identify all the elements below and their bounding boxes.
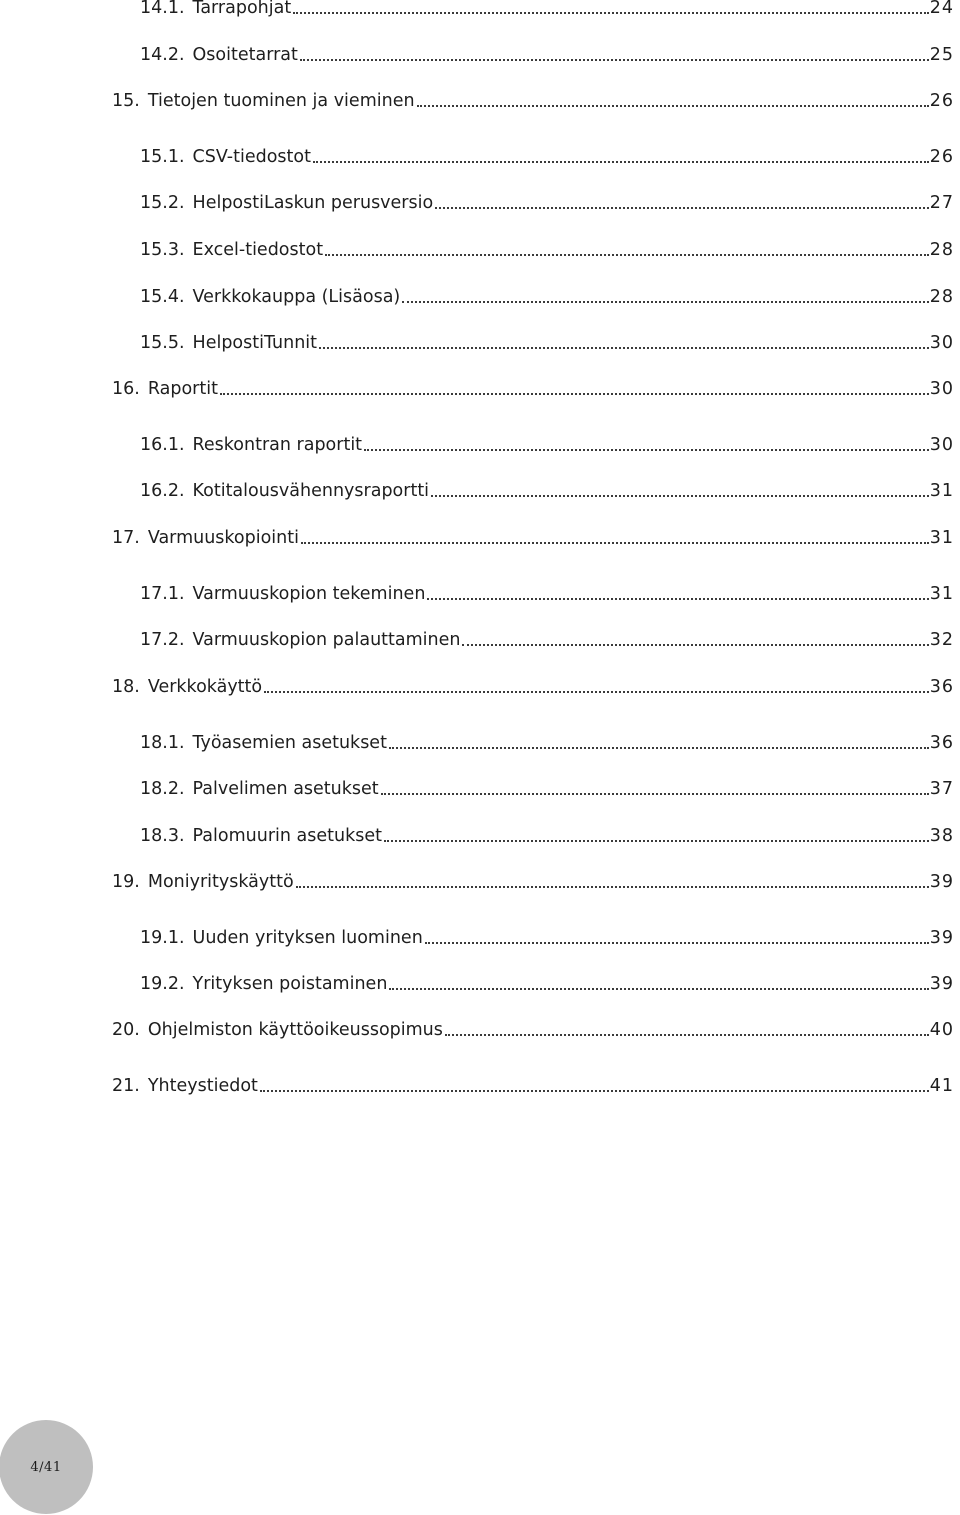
toc-entry-20[interactable] (112, 1017, 954, 1043)
page-number-label: 4/41 (30, 1459, 62, 1475)
toc-entry-title: 16.2. Kotitalousvähennysraportti (140, 481, 430, 501)
toc-entry-15-1[interactable] (140, 144, 954, 170)
dot-leader (435, 207, 929, 209)
toc-entry-title: 19. Moniyrityskäyttö (112, 872, 294, 892)
toc-entry-title: 17. Varmuuskopiointi (112, 528, 299, 548)
toc-entry-title: 14.1. Tarrapohjat (140, 0, 292, 18)
toc-entry-17[interactable] (112, 525, 954, 551)
dot-leader (301, 542, 929, 544)
toc-entry-15-3[interactable] (140, 237, 954, 263)
toc-entry-18-1[interactable] (140, 730, 954, 756)
toc-entry-page: 31 (929, 584, 954, 604)
toc-entry-title: 14.2. Osoitetarrat (140, 45, 298, 65)
toc-entry-page: 39 (929, 872, 954, 892)
toc-entry-page: 41 (929, 1076, 954, 1096)
toc-entry-18-3[interactable] (140, 823, 954, 849)
dot-leader (431, 495, 929, 497)
toc-entry-title: 20. Ohjelmiston käyttöoikeussopimus (112, 1020, 443, 1040)
toc-entry-21[interactable] (112, 1073, 954, 1099)
toc-entry-title: 18. Verkkokäyttö (112, 677, 263, 697)
toc-entry-15-5[interactable] (140, 330, 954, 356)
toc-entry-17-1[interactable] (140, 581, 954, 607)
toc-entry-page: 38 (929, 826, 954, 846)
page-number-badge (0, 1420, 93, 1514)
toc-entry-page: 40 (929, 1020, 954, 1040)
toc-entry-15-2[interactable] (140, 190, 954, 216)
toc-entry-page: 25 (929, 45, 954, 65)
toc-entry-page: 28 (929, 287, 954, 307)
dot-leader (300, 59, 929, 61)
toc-entry-page: 27 (929, 193, 954, 213)
dot-leader (389, 747, 929, 749)
dot-leader (296, 886, 929, 888)
dot-leader (260, 1090, 929, 1092)
toc-entry-page: 32 (929, 630, 954, 650)
toc-entry-title: 17.1. Varmuuskopion tekeminen (140, 584, 426, 604)
toc-entry-page: 24 (929, 0, 954, 18)
toc-entry-page: 28 (929, 240, 954, 260)
toc-entry-page: 39 (929, 974, 954, 994)
toc-entry-19[interactable] (112, 869, 954, 895)
toc-entry-title: 15.2. HelpostiLaskun perusversio (140, 193, 434, 213)
dot-leader (364, 449, 929, 451)
toc-entry-14-1[interactable] (140, 0, 954, 21)
toc-entry-16[interactable] (112, 376, 954, 402)
dot-leader (325, 254, 929, 256)
toc-entry-title: 18.1. Työasemien asetukset (140, 733, 387, 753)
dot-leader (293, 12, 929, 14)
toc-entry-title: 18.3. Palomuurin asetukset (140, 826, 382, 846)
toc-entry-page: 30 (929, 379, 954, 399)
toc-entry-title: 15.4. Verkkokauppa (Lisäosa) (140, 287, 401, 307)
dot-leader (389, 988, 928, 990)
toc-entry-page: 37 (929, 779, 954, 799)
toc-entry-title: 21. Yhteystiedot (112, 1076, 258, 1096)
dot-leader (313, 161, 929, 163)
toc-entry-page: 39 (929, 928, 954, 948)
toc-entry-19-2[interactable] (140, 971, 954, 997)
dot-leader (220, 393, 929, 395)
dot-leader (445, 1034, 929, 1036)
toc-entry-page: 31 (929, 481, 954, 501)
toc-entry-title: 15.1. CSV-tiedostot (140, 147, 311, 167)
toc-entry-title: 15.5. HelpostiTunnit (140, 333, 318, 353)
dot-leader (319, 347, 929, 349)
toc-entry-17-2[interactable] (140, 627, 954, 653)
toc-entry-16-1[interactable] (140, 432, 954, 458)
toc-entry-16-2[interactable] (140, 478, 954, 504)
toc-entry-page: 31 (929, 528, 954, 548)
toc-entry-title: 19.1. Uuden yrityksen luominen (140, 928, 423, 948)
toc-entry-page: 26 (929, 91, 954, 111)
toc-entry-title: 15. Tietojen tuominen ja vieminen (112, 91, 415, 111)
dot-leader (402, 301, 928, 303)
dot-leader (417, 105, 929, 107)
dot-leader (384, 840, 929, 842)
toc-entry-page: 30 (929, 333, 954, 353)
toc-entry-15[interactable] (112, 88, 954, 114)
toc-entry-title: 16.1. Reskontran raportit (140, 435, 363, 455)
toc-entry-19-1[interactable] (140, 925, 954, 951)
toc-entry-title: 16. Raportit (112, 379, 218, 399)
toc-entry-14-2[interactable] (140, 42, 954, 68)
toc-entry-title: 15.3. Excel-tiedostot (140, 240, 324, 260)
toc-entry-page: 30 (929, 435, 954, 455)
toc-entry-title: 19.2. Yrityksen poistaminen (140, 974, 388, 994)
toc-entry-18-2[interactable] (140, 776, 954, 802)
dot-leader (462, 644, 928, 646)
toc-entry-title: 17.2. Varmuuskopion palauttaminen (140, 630, 461, 650)
toc-entry-page: 36 (929, 677, 954, 697)
toc-entry-18[interactable] (112, 674, 954, 700)
dot-leader (427, 598, 928, 600)
dot-leader (264, 691, 929, 693)
toc-entry-title: 18.2. Palvelimen asetukset (140, 779, 379, 799)
toc-entry-page: 26 (929, 147, 954, 167)
toc-entry-page: 36 (929, 733, 954, 753)
dot-leader (381, 793, 929, 795)
dot-leader (425, 942, 929, 944)
toc-entry-15-4[interactable] (140, 284, 954, 310)
